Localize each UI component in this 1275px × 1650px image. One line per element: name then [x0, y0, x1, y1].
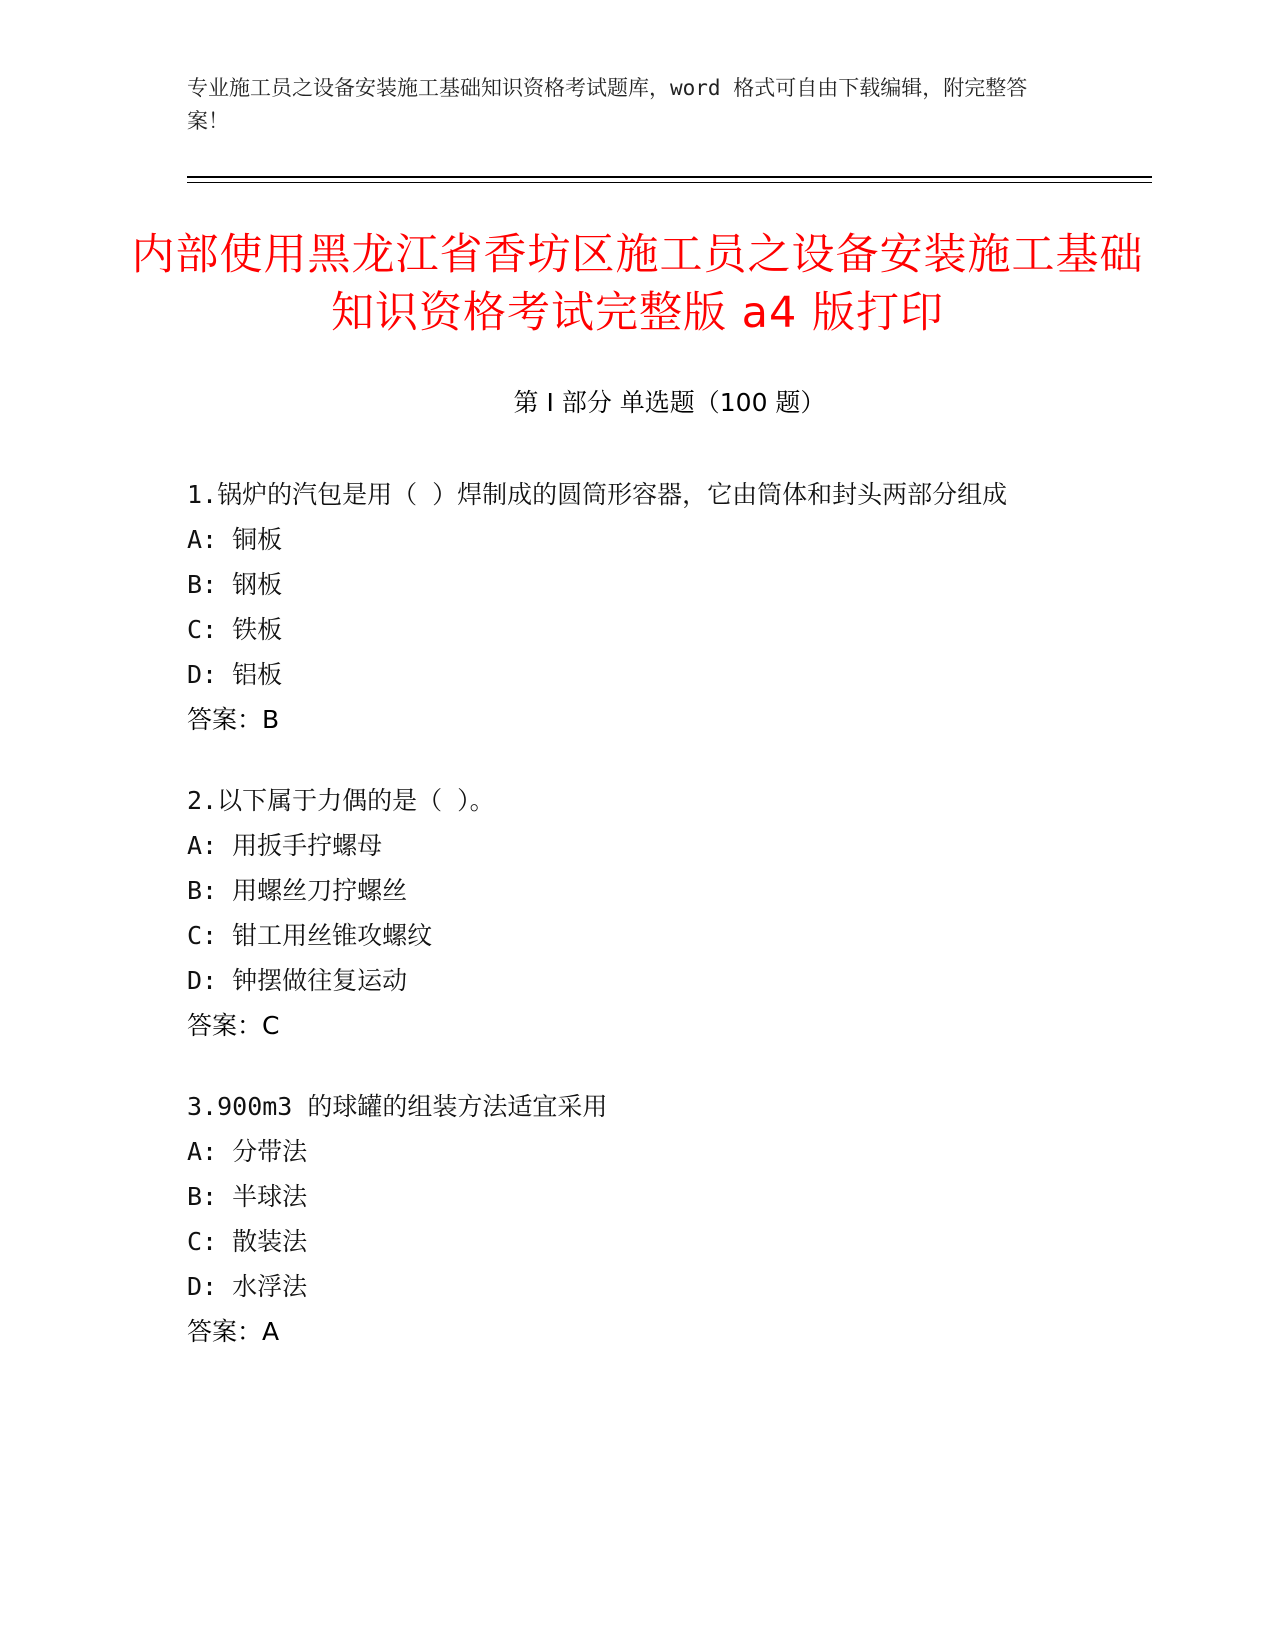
option-c: C: 散装法 [187, 1227, 308, 1256]
option-b: B: 钢板 [187, 570, 283, 599]
option-c: C: 钳工用丝锥攻螺纹 [187, 921, 433, 950]
option-c: C: 铁板 [187, 615, 283, 644]
option-a: A: 铜板 [187, 525, 283, 554]
question-text: 1.锅炉的汽包是用（ ）焊制成的圆筒形容器，它由筒体和封头两部分组成 [187, 480, 1008, 509]
option-d: D: 水浮法 [187, 1272, 308, 1301]
question-text: 3.900m3 的球罐的组装方法适宜采用 [187, 1092, 608, 1121]
option-d: D: 铝板 [187, 660, 283, 689]
header-divider-thick [187, 176, 1152, 178]
section-heading: 第 I 部分 单选题（100 题） [513, 388, 826, 417]
answer: 答案：C [187, 1011, 280, 1040]
option-b: B: 半球法 [187, 1182, 308, 1211]
question-2 [187, 778, 1087, 1048]
option-a: A: 用扳手拧螺母 [187, 831, 383, 860]
question-text: 2.以下属于力偶的是（ ）。 [187, 786, 495, 815]
answer: 答案：A [187, 1317, 280, 1346]
header-note: 专业施工员之设备安装施工基础知识资格考试题库，word 格式可自由下载编辑，附完整答案！ [187, 76, 1028, 133]
document-title: 内部使用黑龙江省香坊区施工员之设备安装施工基础知识资格考试完整版 a4 版打印 [131, 230, 1144, 338]
question-1 [187, 472, 1087, 742]
option-b: B: 用螺丝刀拧螺丝 [187, 876, 408, 905]
question-3 [187, 1084, 1087, 1354]
answer: 答案：B [187, 705, 280, 734]
header-divider-thin [187, 182, 1152, 183]
option-d: D: 钟摆做往复运动 [187, 966, 408, 995]
option-a: A: 分带法 [187, 1137, 308, 1166]
question-list [187, 472, 1087, 1390]
